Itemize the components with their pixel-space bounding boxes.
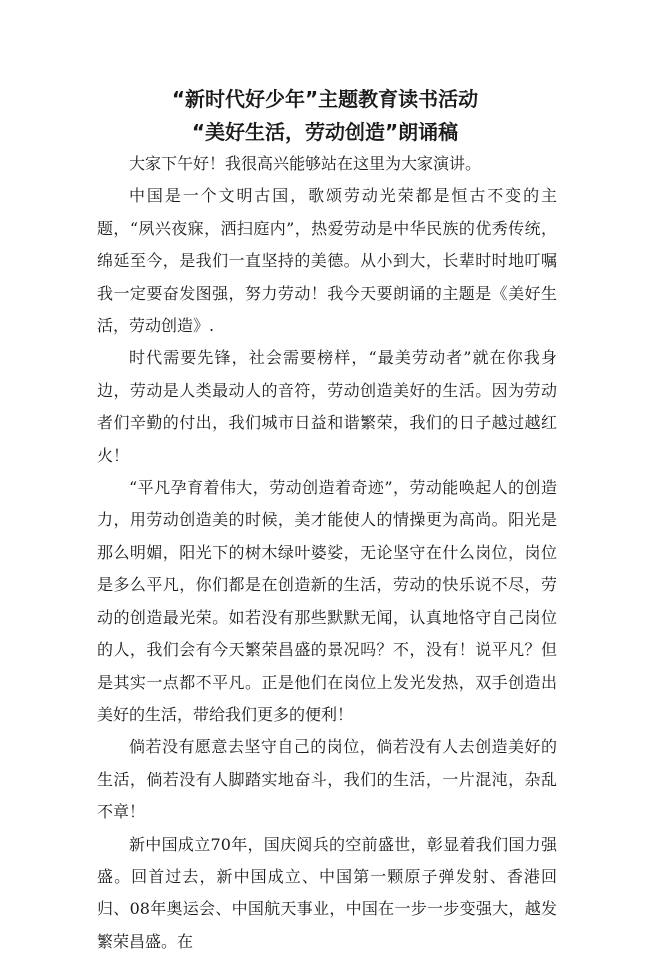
paragraph-ordinary-greatness: “平凡孕育着伟大，劳动创造着奇迹”，劳动能唤起人的创造力，用劳动创造美的时候，美才能使人的情操更为高尚。阳光是那么明媚，阳光下的树木绿叶婆娑，无论坚守在什么岗位，岗位是多么平凡，你们都是在创造新的生活，劳动的快乐说不尽，劳动的创造最光荣。如若没有那些默默无闻，认真地恪守自己岗位的人，我们会有今天繁荣昌盛的景况吗？不，没有！说平凡？但是其实一点都不平凡。正是他们在岗位上发光发热，双手创造出美好的生活，带给我们更多的便利！ (97, 478, 557, 724)
paragraph-greeting: 大家下午好！我很高兴能够站在这里为大家演讲。 (129, 154, 482, 173)
document-title-line-1: “新时代好少年”主题教育读书活动 (171, 87, 479, 111)
paragraph-without-dedication: 倘若没有愿意去坚守自己的岗位，倘若没有人去创造美好的生活，倘若没有人脚踏实地奋斗，我们的生活，一片混沌，杂乱不章！ (97, 737, 557, 822)
paragraph-new-china: 新中国成立70年，国庆阅兵的空前盛世，彰显着我们国力强盛。回首过去，新中国成立、中国第一颗原子弹发射、香港回归、08年奥运会、中国航天事业，中国在一步一步变强大，越发繁荣昌盛。在 (97, 834, 557, 951)
paragraph-tradition: 中国是一个文明古国，歌颂劳动光荣都是恒古不变的主题，“夙兴夜寐，洒扫庭内”，热爱劳动是中华民族的优秀传统，绵延至今，是我们一直坚持的美德。从小到大，长辈时时地叮嘱我一定要奋发图强，努力劳动！我今天要朗诵的主题是《美好生活，劳动创造》. (97, 186, 557, 336)
document-title-line-2: “美好生活，劳动创造”朗诵稿 (191, 120, 459, 144)
document-body (97, 148, 557, 958)
paragraph-pioneers: 时代需要先锋，社会需要榜样，“最美劳动者”就在你我身边，劳动是人类最动人的音符，劳动创造美好的生活。因为劳动者们辛勤的付出，我们城市日益和谐繁荣，我们的日子越过越红火！ (97, 348, 557, 465)
